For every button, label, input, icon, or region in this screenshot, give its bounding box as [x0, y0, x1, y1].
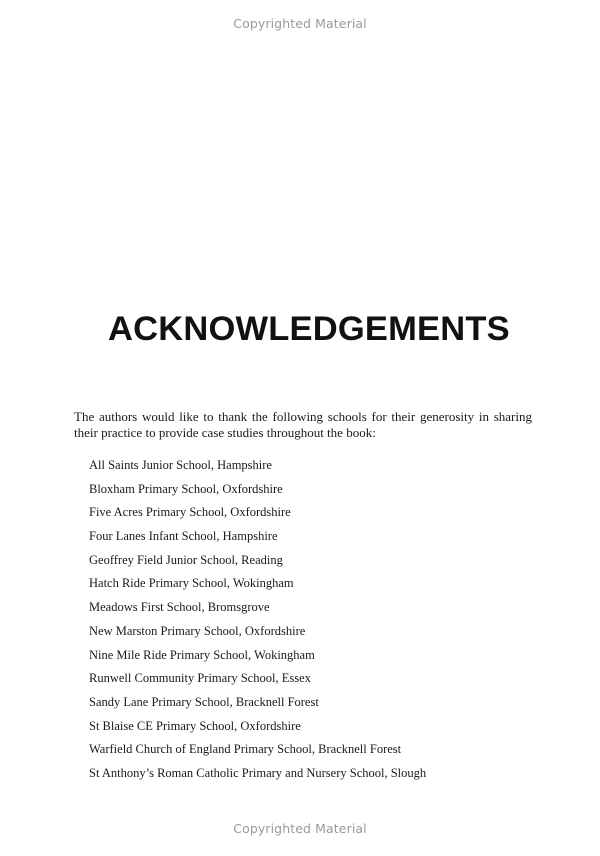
list-item: Geoffrey Field Junior School, Reading	[89, 552, 283, 567]
list-item: Runwell Community Primary School, Essex	[89, 671, 311, 686]
list-item: St Anthony’s Roman Catholic Primary and Nursery School, Slough	[89, 765, 427, 780]
list-item: St Blaise CE Primary School, Oxfordshire	[89, 718, 301, 733]
school-list	[89, 456, 426, 788]
list-item: Bloxham Primary School, Oxfordshire	[89, 481, 283, 496]
list-item: Hatch Ride Primary School, Wokingham	[89, 576, 294, 591]
list-item: All Saints Junior School, Hampshire	[89, 458, 272, 472]
watermark-top: Copyrighted Material	[233, 16, 367, 31]
list-item: Nine Mile Ride Primary School, Wokingham	[89, 647, 315, 662]
list-item: Five Acres Primary School, Oxfordshire	[89, 505, 291, 520]
watermark-bottom: Copyrighted Material	[233, 821, 367, 836]
page-title: ACKNOWLEDGEMENTS	[108, 310, 510, 348]
list-item: Warfield Church of England Primary School, Bracknell Forest	[89, 742, 402, 757]
list-item: New Marston Primary School, Oxfordshire	[89, 623, 306, 638]
list-item: Meadows First School, Bromsgrove	[89, 600, 270, 615]
list-item: Sandy Lane Primary School, Bracknell Forest	[89, 694, 319, 709]
intro-paragraph: The authors would like to thank the following schools for their generosity in sharing their practice to provide case studies throughout the book:	[74, 409, 532, 440]
list-item: Four Lanes Infant School, Hampshire	[89, 529, 278, 544]
